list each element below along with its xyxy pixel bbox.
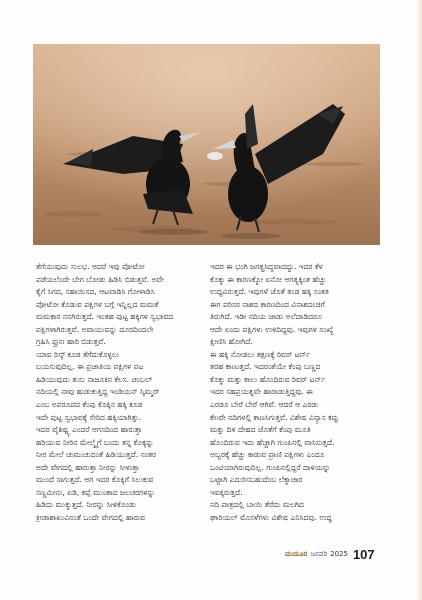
text-line: ಪಕ್ಷಿಗಳಾಗಿರುತ್ತವೆ. ಅವಾಯುವನ್ನು ದೂರದಿಂದಲೇ (36, 324, 154, 334)
issue-year: 2025 (330, 550, 348, 558)
left-text-column (36, 261, 202, 561)
text-line: ಯಾವ ರಿಸ್ಕ್ ಕೂಡ ತೆಗೆದುಕೊಳ್ಳಲು (36, 349, 120, 359)
text-line: ಎರಡೂ ಬೇರೆ ಬೇರೆ ಆಗಿವೆ. ಆದರೆ ಆ ಎರಡು (210, 400, 319, 410)
text-line: ಗ್ರಹಿಸಿ ಫ್ರುನಃ ಹಾರಿ ಬಿಡುತ್ತವೆ. (36, 337, 106, 347)
page-edge (416, 0, 422, 600)
text-line: ಕೈಗೆ ಸಿಗದ, ಸಹಾಯಿಸದ, ಆಟವಾಡಿಸಿ ಗೋಳಾಡಿಸಿ (36, 287, 155, 297)
page-number: 107 (352, 546, 375, 562)
text-line: ಪೋಟೋ ಕೊಡುವ ಪಕ್ಷಿಗಳ ಬಗ್ಗೆ ಇನ್ನಿಲ್ಲದ ಮಮತೆ (36, 299, 159, 309)
text-line: ಹೊಂದಿರುವ ಇದು ಹೆಚ್ಚಾಗಿ ಗುಂಪಿನಲ್ಲಿ ವಾಸಿಸುತ್ತದೆ. (210, 437, 335, 447)
text-line: ಕೊಕ್ಕು ಮತ್ತು ಕಾಲು ಹೊಂದಿರುವ ರಿವರ್ ಟರ್ನ್ (210, 374, 326, 384)
text-line: ಮುಂದೆ ಸಾಗುತ್ತದೆ. ಆಗ ಇದರ ಕೊಕ್ಕಿಗೆ ಸಿಲುಕುವ (36, 475, 154, 485)
photo-illustration (33, 44, 380, 245)
text-line: ಇದರ ಈ ಭಂಗಿ ಜಗತ್ಪ್ರಸಿದ್ಧವಾದದ್ದು. ಇದರ ಕೆಳ (210, 262, 323, 271)
text-line: ತೆಗೆಯುವುದು ಸುಲಭ. ಆದರೆ ಇವು ಪೋಟೋ (36, 262, 145, 271)
text-line: ಹರಿಯುವ ನೀರಿನ ಮೇಲ್ಮೈಗೆ ಬಂದು ತನ್ನ ಕೊಕ್ಕನ್ನು (36, 437, 154, 447)
text-line: ತರಹ ಕಾಣುತ್ತದೆ. ಇದರಂತೆಯೇ ಕೆಂಪು ಬಣ್ಣದ (210, 362, 321, 372)
two-birds-fighting-photo (33, 44, 380, 245)
text-line: ಇದರ ವೈಶಿಷ್ಟ್ಯ ಎಂದರೆ ಆಗಸದಿಂದ ಹಾರುತ್ತಾ (36, 425, 143, 435)
right-text-column (210, 261, 376, 561)
text-line: ಎಂಬ ಅಪರೂಪದ ಕೆಂಪು ಕೊಕ್ಕಿನ ಹಕ್ಕಿ ಕೂಡ (36, 400, 143, 410)
text-line: ಕೆಲವೇ ನದಿಗಳಲ್ಲಿ ಕಾಣಸಿಗುತ್ತವೆ. ವಿಶೇಷ ವಿನ್ಯಾಸ ಕಪ್ಪು (210, 412, 339, 422)
text-line: ಸಣ್ಣಮೀನು, ಏಡಿ, ಕಪ್ಪೆ ಮುಂತಾದ ಜಲಚರಗಳನ್ನು (36, 487, 155, 497)
text-line: ಈಗ ಪರಿಸರ ನಾಶದ ಕಾರಣದಿಂದ ವಿನಾಶದಂಚಿಗೆ (210, 299, 325, 309)
text-line: ನೀರ ಮೇಲೆ ಚುಮುಚುದಂತೆ ಹಿಡಿಯುತ್ತದೆ. ನಂತರ (36, 450, 157, 460)
text-line: ಒಟ್ಟಾಗಿ ಎದುರಿಸಬಹುದೆಂಬ ಲೆಕ್ಕಾಚಾರ (210, 475, 303, 485)
text-line: ಒಂಟಿಯಾಗಿರುವುದಿಲ್ಲ. ಗುಂಪಿನಲ್ಲಿದ್ದರೆ ದಾಳಿಯನ್ನು (210, 462, 331, 472)
text-line: ನದಿ ಪಾತ್ರದಲ್ಲಿ ಬಾಯಿ ತೆರೆದು ಮಲಗಿದ (210, 500, 304, 510)
text-line: ತಿರುಗಿದೆ. ಇಡೀ ನದಿಯ ಜಾಡು ಅಲೆದಾಡಿದರೂ (210, 312, 322, 322)
text-line: ಈ ಹಕ್ಕಿ ನೋಡಲು ತಕ್ಷಣಕ್ಕೆ ರಿವರ್ ಟರ್ನ್ (210, 349, 311, 359)
text-line: ಹಿಡಿಯುವುದು ತುಸು ನಾಜೂಕಿನ ಕೆಲಸ. ಚಂಬಲ್ (36, 374, 153, 384)
text-line: ಇದರ ಸಹಪ್ರಯತ್ನವೇ ಹಾರಾಡುತ್ತಿದ್ದವು. ಈ (210, 387, 313, 397)
text-line: ಬಯಸುವುದಿಲ್ಲ. ಈ ಪ್ರಜಾತಿಯ ಪಕ್ಷಿಗಳ ಪಟ (36, 362, 144, 372)
text-line: ಪಡೆಯಲೆಂದೇ ಬೇಗ ಬೋಡು ಹಿಡಿಸಿ ಬಿಡುತ್ತವೆ. ಅವೇ (36, 274, 164, 284)
text-line: ಕ್ಷೀಣಿಸಿ ಹೋಗಿದೆ. (210, 337, 253, 347)
text-line: ಹಿಡಿದು ಮುಕ್ಕುತ್ತದೆ. ನೀರನ್ನು ಸೀಳಿಕೊಂಡು (36, 500, 137, 510)
text-line: ಉದ್ದವಿರುತ್ತದೆ. ಇವುಗಳೆ ಜೊತೆ ತಂಡ ಹಕ್ಕಿ ಸಂತತಿ (210, 287, 330, 297)
text-line: ಅಬ್ಬರಕ್ಕೆ ಹೆಚ್ಚು ಕಾಡುವ ಪ್ರಾಣಿ ಪಕ್ಷಿಗಳು ಎಂದೂ (210, 450, 325, 460)
text-line: ಇವಕ್ಕಿರುತ್ತದೆ. (210, 487, 243, 497)
magazine-name: ಮಯೂರ (285, 549, 308, 558)
text-line: ಆದೇ ಏಂದು ಪಕ್ಷಿಗಳು ಉಳಿದಿದ್ದವು. ಇವುಗಳ ಸಂಖ್ಯೆ (210, 324, 334, 334)
text-line: ಕೊಕ್ಕು ಈ ಕಾರಣಕ್ಕೋ ಏನೋ ಆಗತ್ಯಕ್ಕಿಂತ ಹೆಚ್ಚು (210, 274, 327, 284)
text-line: ಘಾರಿಯಲ್ ಮೊಸಳೆಗಳು ವಿಶೇಷ ಎನಿಸಿದವು. ಉದ್ದ (210, 512, 332, 522)
text-line: ಕ್ರೀಡಾಶಾಖುವಿನಂತೆ ಒಂದೇ ವೇಗದಲ್ಲಿ ಹಾರುವ (36, 512, 145, 522)
text-line: ಮಮಕಾರ ನನಗಿರುತ್ತದೆ. ಇಂತಹ ಪುಟ್ಟ ಹಕ್ಕಿಗಳ ಸ್ವಭಾವದ (36, 312, 174, 322)
page-footer (285, 545, 380, 563)
issue-month: ಜನವರಿ (310, 549, 328, 558)
text-line: ನದಿಯಲ್ಲಿ ನಾವು ಹುಡುಕುತ್ತಿದ್ದ ಇಂಡಿಯನ್ ಸ್ಕಿಮ್ಮರ್ (36, 387, 160, 397)
text-line: ಅದೇ ವೇಗದಲ್ಲಿ ಹಾರುತ್ತಾ ನೀರನ್ನು ಸೀಳುತ್ತಾ (36, 462, 140, 472)
text-line: ಇದೇ ಪುಟ್ಟ ಸ್ವಭಾವಕ್ಕೆ ಸೇರಿದ ಹಕ್ಕಿಯಾಗಿತ್ತು. (36, 412, 142, 422)
text-line: ಮತ್ತು ದಿಳಿ ದೇಹದ ಜೊತೆಗೆ ಕೆಂಪು ಮೂತಿ (210, 425, 311, 435)
